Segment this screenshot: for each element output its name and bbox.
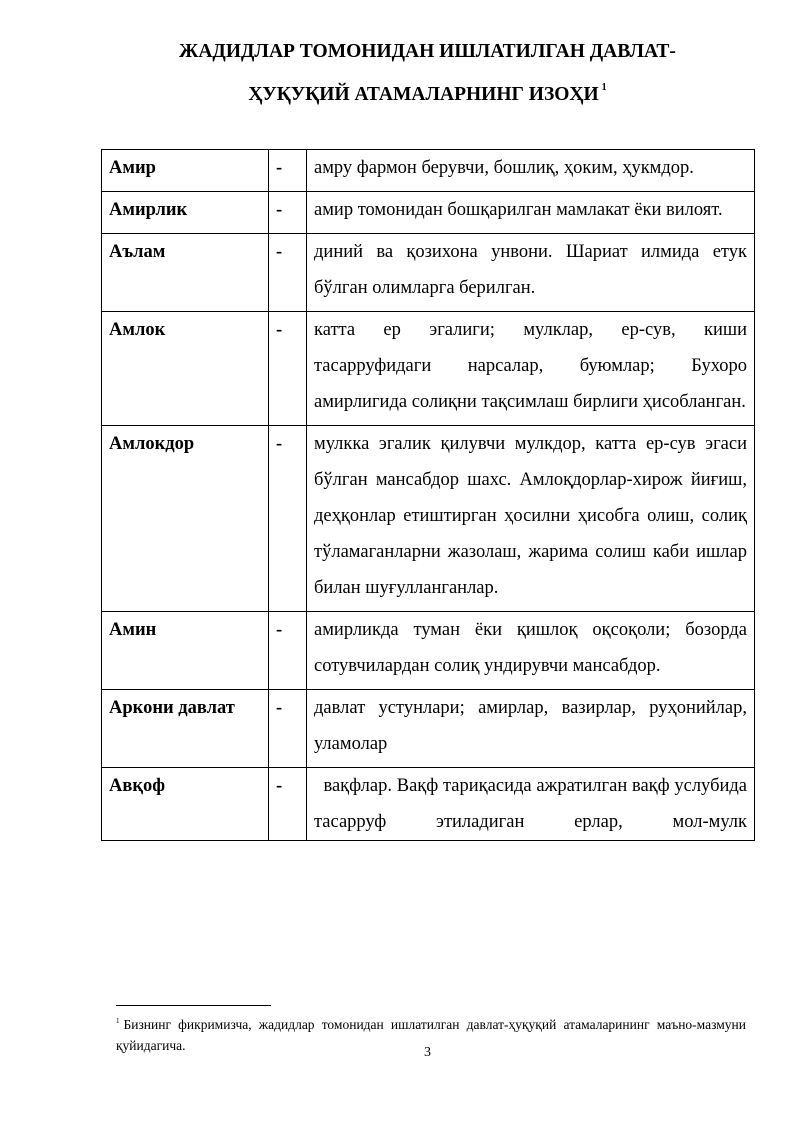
dash-cell: -	[269, 312, 307, 426]
dash-cell: -	[269, 612, 307, 690]
title-footnote-mark: 1	[601, 82, 607, 93]
document-title	[100, 34, 755, 113]
table-row	[102, 612, 755, 690]
footnote-text: Бизнинг фикримизча, жадидлар томонидан ишлатилган давлат-ҳуқуқий атамаларининг маъно-мазмуни қуйидагича.	[116, 1017, 746, 1053]
definition-cell: катта ер эгалиги; мулклар, ер-сув, киши тасарруфидаги нарсалар, буюмлар; Бухоро амирлигида солиқни тақсимлаш бирлиги ҳисобланган.	[307, 312, 755, 426]
table-row	[102, 690, 755, 768]
dash-cell: -	[269, 768, 307, 841]
term-cell: Амин	[102, 612, 269, 690]
definition-cell: мулкка эгалик қилувчи мулкдор, катта ер-сув эгаси бўлган мансабдор шахс. Амлоқдорлар-хирож йиғиш, деҳқонлар етиштирган ҳосилни ҳисобга олиш, солиқ тўламаганларни жазолаш, жарима солиш каби ишлар билан шуғулланганлар.	[307, 426, 755, 612]
term-cell: Амлок	[102, 312, 269, 426]
glossary-table	[101, 149, 755, 841]
definition-text: вақфлар. Вақф тариқасида ажратилган вақф услубида тасарруф этиладиган ерлар, мол-мулк	[314, 776, 748, 832]
definition-cell: амирликда туман ёки қишлоқ оқсоқоли; бозорда сотувчилардан солиқ ундирувчи мансабдор.	[307, 612, 755, 690]
term-cell: Амлокдор	[102, 426, 269, 612]
definition-cell: давлат устунлари; амирлар, вазирлар, руҳонийлар, уламолар	[307, 690, 755, 768]
term-cell: Авқоф	[102, 768, 269, 841]
dash-cell: -	[269, 234, 307, 312]
term-cell: Амир	[102, 150, 269, 192]
table-row	[102, 192, 755, 234]
page-number: 3	[424, 1045, 431, 1060]
term-cell: Аълам	[102, 234, 269, 312]
term-cell: Аркони давлат	[102, 690, 269, 768]
title-line-2	[100, 70, 755, 113]
definition-cell: амру фармон берувчи, бошлиқ, ҳоким, ҳукмдор.	[307, 150, 755, 192]
title-line-1: ЖАДИДЛАР ТОМОНИДАН ИШЛАТИЛГАН ДАВЛАТ-	[179, 41, 676, 62]
definition-cell	[307, 768, 755, 841]
title-line-2-text: ҲУҚУҚИЙ АТАМАЛАРНИНГ ИЗОҲИ	[248, 84, 599, 105]
table-row	[102, 426, 755, 612]
footnote-mark: 1	[116, 1017, 120, 1025]
dash-cell: -	[269, 426, 307, 612]
definition-cell: амир томонидан бошқарилган мамлакат ёки вилоят.	[307, 192, 755, 234]
table-row	[102, 312, 755, 426]
definition-cell: диний ва қозихона унвони. Шариат илмида етук бўлган олимларга берилган.	[307, 234, 755, 312]
dash-cell: -	[269, 150, 307, 192]
table-row	[102, 150, 755, 192]
dash-cell: -	[269, 690, 307, 768]
table-row	[102, 768, 755, 841]
dash-cell: -	[269, 192, 307, 234]
term-cell: Амирлик	[102, 192, 269, 234]
table-row	[102, 234, 755, 312]
footnote-separator	[116, 1005, 271, 1006]
